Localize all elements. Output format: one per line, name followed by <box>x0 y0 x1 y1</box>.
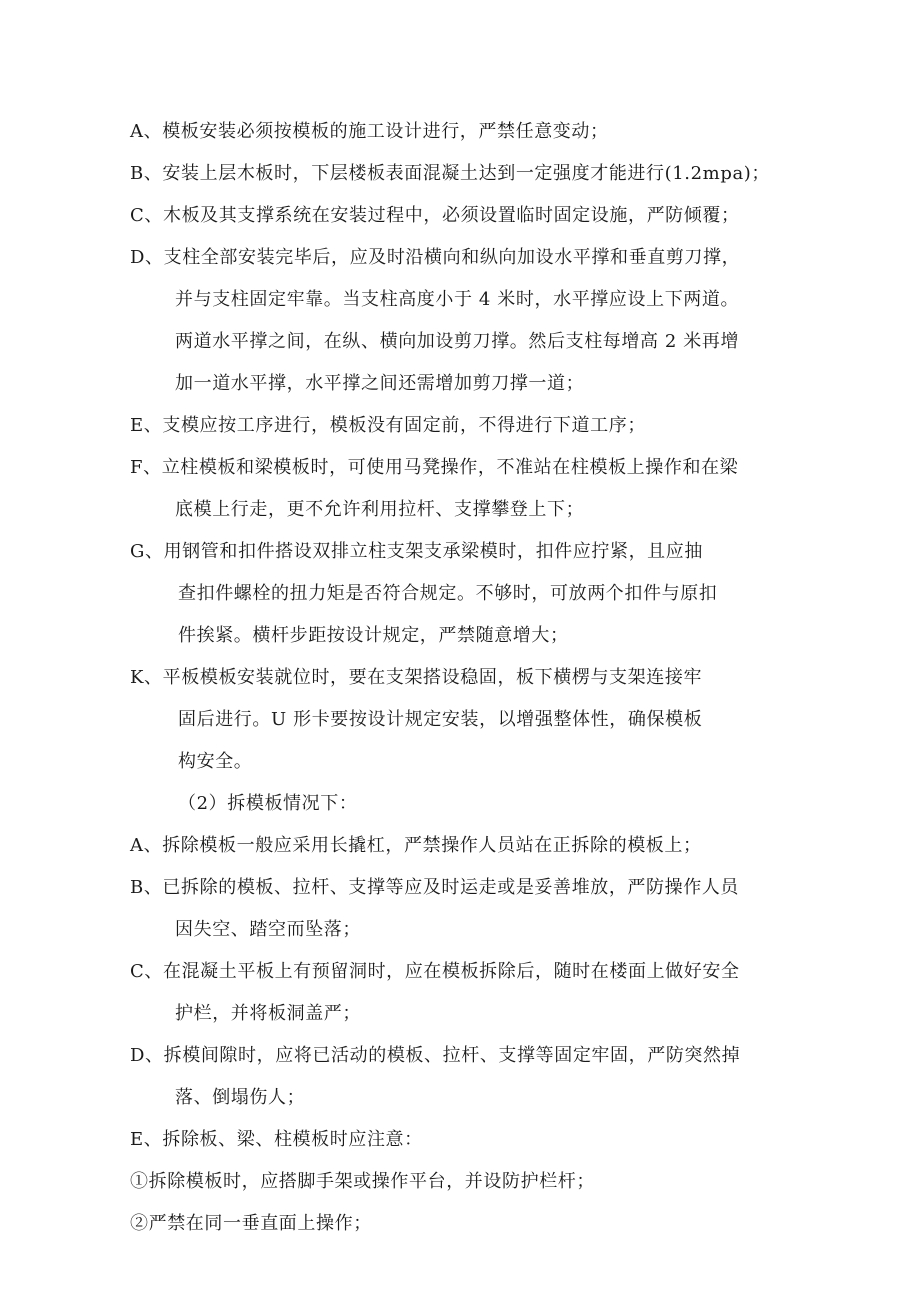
text-line: A、拆除模板一般应采用长撬杠，严禁操作人员站在正拆除的模板上； <box>130 835 702 856</box>
text-line: 固后进行。U 形卡要按设计规定安装，以增强整体性，确保模板 <box>178 709 703 730</box>
text-line: 护栏，并将板洞盖严； <box>175 1003 361 1024</box>
text-line: 落、倒塌伤人； <box>175 1087 306 1108</box>
text-line: D、支柱全部安装完毕后，应及时沿横向和纵向加设水平撑和垂直剪刀撑， <box>130 247 741 268</box>
text-line: E、支模应按工序进行，模板没有固定前，不得进行下道工序； <box>130 415 646 436</box>
text-line: B、已拆除的模板、拉杆、支撑等应及时运走或是妥善堆放，严防操作人员 <box>130 877 740 898</box>
text-line: ①拆除模板时，应搭脚手架或操作平台，并设防护栏杆； <box>130 1171 595 1192</box>
text-line: F、立柱模板和梁模板时，可使用马凳操作，不准站在柱模板上操作和在梁 <box>130 457 739 478</box>
text-line: 两道水平撑之间，在纵、横向加设剪刀撑。然后支柱每增高 2 米再增 <box>175 331 740 352</box>
text-line: 构安全。 <box>178 751 253 772</box>
text-line: ②严禁在同一垂直面上操作； <box>130 1213 372 1234</box>
text-line: 因失空、踏空而坠落； <box>175 919 361 940</box>
text-line: 底模上行走，更不允许利用拉杆、支撑攀登上下； <box>175 499 585 520</box>
text-line: G、用钢管和扣件搭设双排立柱支架支承梁模时，扣件应拧紧，且应抽 <box>130 541 703 562</box>
text-line: K、平板模板安装就位时，要在支架搭设稳固，板下横楞与支架连接牢 <box>130 667 703 688</box>
text-line: 件挨紧。横杆步距按设计规定，严禁随意增大； <box>178 625 569 646</box>
text-line: E、拆除板、梁、柱模板时应注意： <box>130 1129 423 1150</box>
section-heading: （2）拆模板情况下： <box>178 793 358 814</box>
text-line: C、木板及其支撑系统在安装过程中，必须设置临时固定设施，严防倾覆； <box>130 205 740 226</box>
text-line: D、拆模间隙时，应将已活动的模板、拉杆、支撑等固定牢固，严防突然掉 <box>130 1045 741 1066</box>
text-line: C、在混凝土平板上有预留洞时，应在模板拆除后，随时在楼面上做好安全 <box>130 961 740 982</box>
text-line: A、模板安装必须按模板的施工设计进行，严禁任意变动； <box>130 121 609 142</box>
text-line: 查扣件螺栓的扭力矩是否符合规定。不够时，可放两个扣件与原扣 <box>178 583 718 604</box>
text-line: 加一道水平撑，水平撑之间还需增加剪刀撑一道； <box>175 373 585 394</box>
text-line: B、安装上层木板时，下层楼板表面混凝土达到一定强度才能进行(1.2mpa)； <box>130 163 771 184</box>
text-line: 并与支柱固定牢靠。当支柱高度小于 4 米时，水平撑应设上下两道。 <box>175 289 740 310</box>
